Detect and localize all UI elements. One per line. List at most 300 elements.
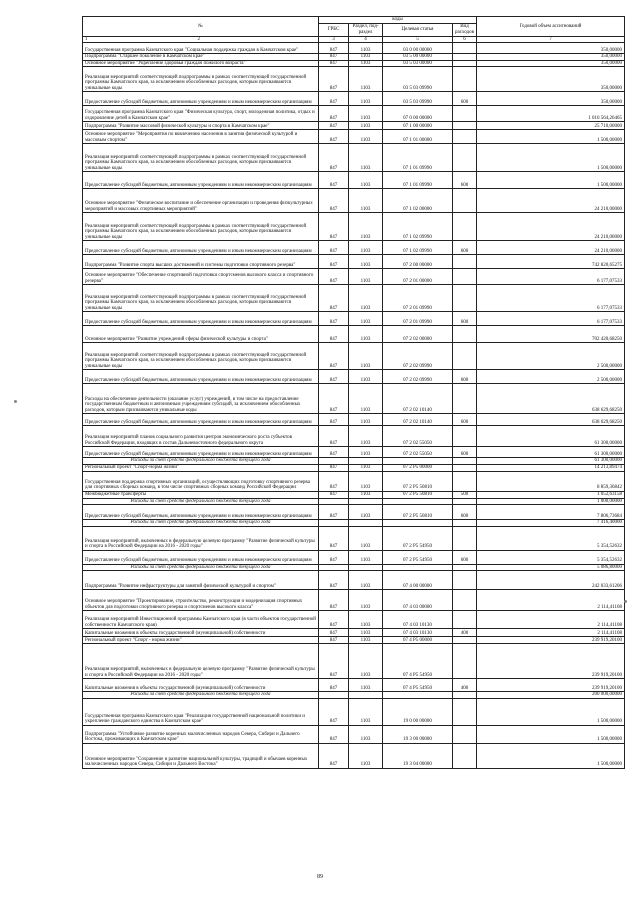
row-grbs (319, 458, 349, 465)
row-name: Основное мероприятие "Обеспечение спортивной подготовки спортсменов высокого класса и спортивного резерва" (83, 269, 319, 285)
row-grbs: 847 (319, 447, 349, 458)
row-expense-type: 600 (453, 505, 477, 520)
table-row (83, 213, 625, 241)
row-target-article: 03 5 03 00000 (383, 60, 453, 67)
row-expense-type (453, 144, 477, 172)
table-row (83, 285, 625, 312)
row-section: 1103 (349, 743, 383, 768)
row-target-article: 07 0 00 00000 (383, 106, 453, 122)
row-section: 1103 (349, 611, 383, 629)
row-name: Реализация мероприятий, включенных в федеральную целевую программу "Развитие физической культуры и спорта в Российской Федерации на 2016 - 2020 годы" (83, 526, 319, 550)
table-row (83, 491, 625, 498)
row-expense-type (453, 106, 477, 122)
row-name: Предоставление субсидий бюджетным, автономным учреждениям и иным некоммерческим организациям (83, 312, 319, 326)
row-expense-type (453, 743, 477, 768)
scan-dot (624, 600, 627, 603)
row-target-article: 03 5 03 09990 (383, 67, 453, 92)
row-section: 1103 (349, 60, 383, 67)
table-row (83, 414, 625, 426)
table-row (83, 644, 625, 679)
row-grbs: 847 (319, 471, 349, 491)
table-row (83, 629, 625, 637)
row-amount: 14 213,89474 (477, 464, 625, 471)
table-row (83, 743, 625, 768)
row-amount: 239 919,20100 (477, 637, 625, 644)
row-section: 1103 (349, 172, 383, 189)
row-expense-type (453, 269, 477, 285)
row-expense-type (453, 526, 477, 550)
row-target-article: 07 2 01 09990 (383, 285, 453, 312)
row-grbs (319, 564, 349, 571)
page-number: 89 (317, 874, 323, 880)
row-expense-type (453, 590, 477, 611)
row-grbs: 847 (319, 725, 349, 743)
row-grbs: 847 (319, 213, 349, 241)
row-expense-type (453, 213, 477, 241)
header-vr: Вид расходов (453, 23, 477, 36)
row-amount: 61 300,00000 (477, 426, 625, 447)
row-target-article (383, 564, 453, 571)
row-grbs: 847 (319, 172, 349, 189)
header-num: № (83, 17, 319, 37)
row-expense-type (453, 285, 477, 312)
table-row (83, 590, 625, 611)
row-target-article: 03 5 00 00000 (383, 54, 453, 61)
row-target-article: 07 2 P5 54950 (383, 550, 453, 564)
row-name: Предоставление субсидий бюджетным, автономным учреждениям и иным некоммерческим организациям (83, 92, 319, 106)
row-grbs: 847 (319, 679, 349, 692)
row-section: 1103 (349, 130, 383, 144)
row-name: Реализация мероприятий соответствующей подпрограммы в рамках соответствующей государственной программы Камчатского края, за исключением обособленных расходов, которым присваиваются уникальные коды (83, 285, 319, 312)
row-expense-type: 600 (453, 447, 477, 458)
col-number: 3 (319, 36, 349, 43)
col-number: 7 (477, 36, 625, 43)
row-grbs: 847 (319, 644, 349, 679)
row-target-article: 07 2 02 10140 (383, 414, 453, 426)
table-row (83, 54, 625, 61)
row-section: 1103 (349, 343, 383, 370)
note-row (83, 498, 625, 505)
row-target-article: 03 5 03 09990 (383, 92, 453, 106)
row-grbs: 847 (319, 122, 349, 130)
row-grbs: 847 (319, 743, 349, 768)
table-row (83, 312, 625, 326)
table-row (83, 67, 625, 92)
row-amount: 8 859,36842 (477, 471, 625, 491)
row-grbs: 847 (319, 130, 349, 144)
row-grbs: 847 (319, 426, 349, 447)
row-target-article: 07 4 P5 54950 (383, 644, 453, 679)
row-section: 1103 (349, 414, 383, 426)
row-target-article: 07 2 01 00000 (383, 269, 453, 285)
table-row (83, 144, 625, 172)
row-section (349, 692, 383, 699)
row-amount: 350,00000 (477, 60, 625, 67)
table-row (83, 426, 625, 447)
table-row (83, 189, 625, 213)
row-expense-type: 600 (453, 550, 477, 564)
row-name: Расходы за счет средств федерального бюджета текущего года (83, 520, 319, 527)
row-name: Основное мероприятие "Развитие учреждений сферы физической культуры и спорта" (83, 326, 319, 343)
row-section: 1103 (349, 384, 383, 414)
row-section: 1103 (349, 144, 383, 172)
row-name: Капитальные вложения в объекты государственной (муниципальной) собственности (83, 679, 319, 692)
scan-dot (14, 400, 17, 403)
row-amount: 742 820,65275 (477, 255, 625, 269)
row-expense-type (453, 564, 477, 571)
row-section: 1103 (349, 471, 383, 491)
table-row (83, 241, 625, 255)
row-amount: 2 500,00000 (477, 343, 625, 370)
row-target-article: 07 4 03 10130 (383, 629, 453, 637)
row-grbs: 847 (319, 326, 349, 343)
row-grbs: 847 (319, 285, 349, 312)
row-expense-type (453, 384, 477, 414)
row-amount: 702 420,68250 (477, 326, 625, 343)
row-grbs: 847 (319, 144, 349, 172)
row-grbs: 847 (319, 43, 349, 54)
row-section: 1103 (349, 255, 383, 269)
row-expense-type (453, 637, 477, 644)
table-row (83, 106, 625, 122)
table-row (83, 255, 625, 269)
row-grbs: 847 (319, 629, 349, 637)
row-grbs: 847 (319, 571, 349, 590)
row-amount: 6 177,07533 (477, 269, 625, 285)
row-name: Государственная поддержка спортивных организаций, осуществляющих подготовку спортивного резерва для спортивных сборных команд, в том числе спортивных сборных команд Российской Федерации (83, 471, 319, 491)
row-grbs: 847 (319, 106, 349, 122)
row-name: Реализация мероприятий соответствующей подпрограммы в рамках соответствующей государственной программы Камчатского края, за исключением обособленных расходов, которым присваиваются уникальные коды (83, 144, 319, 172)
row-section (349, 498, 383, 505)
row-target-article (383, 498, 453, 505)
row-expense-type: 400 (453, 629, 477, 637)
row-target-article: 07 2 02 09990 (383, 370, 453, 384)
row-grbs: 847 (319, 611, 349, 629)
row-amount: 2 114,41108 (477, 590, 625, 611)
row-grbs: 847 (319, 637, 349, 644)
budget-table (82, 16, 625, 769)
row-section: 1103 (349, 189, 383, 213)
row-section: 1103 (349, 285, 383, 312)
row-name: Капитальные вложения в объекты государственной (муниципальной) собственности (83, 629, 319, 637)
row-grbs: 847 (319, 189, 349, 213)
table-row (83, 505, 625, 520)
row-amount: 5 086,80000 (477, 564, 625, 571)
row-amount: 638 629,68250 (477, 384, 625, 414)
row-expense-type (453, 60, 477, 67)
row-section (349, 564, 383, 571)
row-amount: 7 806,73684 (477, 505, 625, 520)
row-expense-type (453, 43, 477, 54)
table-row (83, 92, 625, 106)
row-target-article: 07 2 P5 50810 (383, 505, 453, 520)
row-amount: 6 177,07533 (477, 312, 625, 326)
row-expense-type (453, 498, 477, 505)
row-section: 1103 (349, 571, 383, 590)
row-name: Реализация мероприятий соответствующей подпрограммы в рамках соответствующей государственной программы Камчатского края, за исключением обособленных расходов, которым присваиваются уникальные коды (83, 343, 319, 370)
row-target-article: 03 0 00 00000 (383, 43, 453, 54)
row-section: 1103 (349, 241, 383, 255)
budget-sheet (82, 16, 624, 769)
row-name: Основное мероприятие "Мероприятия по вовлечению населения в занятия физической культурой и массовым спортом" (83, 130, 319, 144)
row-amount: 1 500,00000 (477, 698, 625, 725)
note-row (83, 458, 625, 465)
table-row (83, 725, 625, 743)
row-target-article: 07 2 P5 00000 (383, 464, 453, 471)
row-amount: 24 210,00000 (477, 213, 625, 241)
row-name: Расходы за счет средств федерального бюджета текущего года (83, 692, 319, 699)
row-name: Расходы за счет средств федерального бюджета текущего года (83, 498, 319, 505)
row-section: 1103 (349, 269, 383, 285)
row-target-article: 07 4 P5 54950 (383, 679, 453, 692)
header-codes: коды (319, 17, 477, 24)
row-grbs: 847 (319, 312, 349, 326)
row-expense-type: 600 (453, 172, 477, 189)
row-target-article: 07 2 01 09990 (383, 312, 453, 326)
row-expense-type (453, 189, 477, 213)
note-row (83, 564, 625, 571)
row-name: Предоставление субсидий бюджетным, автономным учреждениям и иным некоммерческим организациям (83, 241, 319, 255)
table-row (83, 384, 625, 414)
table-row (83, 571, 625, 590)
row-name: Расходы на обеспечение деятельности (оказание услуг) учреждений, в том числе на предоставление государственным бюджетным и автономным учреждениям субсидий, за исключением обособленных расходов, которым присваиваются уникальные коды (83, 384, 319, 414)
row-section: 1103 (349, 505, 383, 520)
row-name: Государственная программа Камчатского края "Реализация государственной национальной политики и укрепление гражданского единства в Камчатском крае" (83, 698, 319, 725)
row-expense-type: 600 (453, 414, 477, 426)
table-row (83, 447, 625, 458)
row-target-article: 07 2 P5 50810 (383, 471, 453, 491)
row-section: 1103 (349, 698, 383, 725)
row-amount: 2 114,41108 (477, 611, 625, 629)
row-grbs (319, 520, 349, 527)
table-row (83, 172, 625, 189)
row-target-article: 19 3 00 00000 (383, 725, 453, 743)
row-target-article: 07 2 P5 50810 (383, 491, 453, 498)
row-section: 1103 (349, 326, 383, 343)
row-target-article: 07 1 01 00000 (383, 130, 453, 144)
row-amount: 2 500,00000 (477, 370, 625, 384)
row-name: Предоставление субсидий бюджетным, автономным учреждениям и иным некоммерческим организациям (83, 414, 319, 426)
row-amount: 1 500,00000 (477, 144, 625, 172)
row-expense-type: 600 (453, 92, 477, 106)
row-name: Подпрограмма "Старшее поколение в Камчатском крае" (83, 54, 319, 61)
table-row (83, 526, 625, 550)
row-name: Подпрограмма "Устойчивое развитие коренных малочисленных народов Севера, Сибири и Дальнего Востока, проживающих в Камчатском крае" (83, 725, 319, 743)
row-amount: 7 416,40000 (477, 520, 625, 527)
note-row (83, 520, 625, 527)
row-name: Основное мероприятие "Укрепление здоровья граждан пожилого возраста" (83, 60, 319, 67)
col-number: 6 (453, 36, 477, 43)
row-expense-type (453, 255, 477, 269)
row-name: Расходы за счет средств федерального бюджета текущего года (83, 564, 319, 571)
row-expense-type (453, 644, 477, 679)
row-target-article (383, 692, 453, 699)
row-name: Подпрограмма "Развитие инфраструктуры для занятий физической культурой и спортом" (83, 571, 319, 590)
table-row (83, 130, 625, 144)
row-grbs: 847 (319, 269, 349, 285)
row-expense-type (453, 130, 477, 144)
table-body (83, 43, 625, 769)
row-amount: 638 629,68250 (477, 414, 625, 426)
row-grbs: 847 (319, 491, 349, 498)
row-section: 1103 (349, 43, 383, 54)
row-target-article: 07 4 00 00000 (383, 571, 453, 590)
row-section: 1103 (349, 54, 383, 61)
row-expense-type: 600 (453, 241, 477, 255)
row-grbs: 847 (319, 60, 349, 67)
row-grbs: 847 (319, 414, 349, 426)
row-amount: 24 210,00000 (477, 189, 625, 213)
row-amount: 61 300,00000 (477, 447, 625, 458)
row-target-article (383, 458, 453, 465)
row-amount: 1 010 564,26465 (477, 106, 625, 122)
row-target-article: 07 1 02 09990 (383, 241, 453, 255)
row-target-article: 07 1 01 09990 (383, 144, 453, 172)
row-expense-type (453, 122, 477, 130)
row-amount: 1 500,00000 (477, 130, 625, 144)
row-amount: 350,00000 (477, 43, 625, 54)
table-row (83, 679, 625, 692)
row-expense-type (453, 464, 477, 471)
col-number: 1 2 (83, 36, 319, 43)
row-section: 1103 (349, 550, 383, 564)
row-amount: 239 919,20100 (477, 644, 625, 679)
row-section: 1103 (349, 122, 383, 130)
row-name: Подпрограмма "Развитие массовой физической культуры и спорта в Камчатском крае" (83, 122, 319, 130)
row-section (349, 520, 383, 527)
row-grbs: 847 (319, 92, 349, 106)
row-target-article: 07 4 03 10130 (383, 611, 453, 629)
row-section: 1103 (349, 629, 383, 637)
row-name: Межбюджетные трансферты (83, 491, 319, 498)
row-target-article: 07 1 00 00000 (383, 122, 453, 130)
row-expense-type (453, 458, 477, 465)
col-number: 5 (383, 36, 453, 43)
row-name: Реализация мероприятий, включенных в федеральную целевую программу "Развитие физической культуры и спорта в Российской Федерации на 2016 - 2020 годы" (83, 644, 319, 679)
table-row (83, 471, 625, 491)
row-amount: 6 177,07533 (477, 285, 625, 312)
table-row (83, 43, 625, 54)
row-name: Подпрограмма "Развитие спорта высших достижений и системы подготовки спортивного резерва" (83, 255, 319, 269)
row-target-article (383, 520, 453, 527)
row-grbs: 847 (319, 464, 349, 471)
row-target-article: 07 1 02 00000 (383, 189, 453, 213)
table-row (83, 637, 625, 644)
row-expense-type (453, 692, 477, 699)
row-expense-type (453, 471, 477, 491)
row-section: 1103 (349, 590, 383, 611)
row-name: Государственная программа Камчатского края "Социальная поддержка граждан в Камчатском крае" (83, 43, 319, 54)
row-name: Предоставление субсидий бюджетным, автономным учреждениям и иным некоммерческим организациям (83, 172, 319, 189)
row-target-article: 07 2 02 55050 (383, 426, 453, 447)
table-row (83, 464, 625, 471)
row-grbs: 847 (319, 67, 349, 92)
row-section: 1103 (349, 644, 383, 679)
header-col-numbers (83, 36, 625, 43)
row-amount: 242 033,61206 (477, 571, 625, 590)
row-name: Предоставление субсидий бюджетным, автономным учреждениям и иным некоммерческим организациям (83, 447, 319, 458)
row-name: Реализация мероприятий соответствующей подпрограммы в рамках соответствующей государственной программы Камчатского края, за исключением обособленных расходов, которым присваиваются уникальные коды (83, 213, 319, 241)
row-grbs: 847 (319, 343, 349, 370)
row-grbs: 847 (319, 505, 349, 520)
row-section: 1103 (349, 67, 383, 92)
table-row (83, 122, 625, 130)
row-expense-type (453, 67, 477, 92)
row-expense-type (453, 54, 477, 61)
row-target-article: 07 4 P5 00000 (383, 637, 453, 644)
row-target-article: 07 2 P5 54950 (383, 526, 453, 550)
row-amount: 1 052,63158 (477, 491, 625, 498)
row-name: Расходы за счет средств федерального бюджета текущего года (83, 458, 319, 465)
table-row (83, 698, 625, 725)
row-grbs: 847 (319, 54, 349, 61)
row-expense-type (453, 611, 477, 629)
row-amount: 200 000,00000 (477, 692, 625, 699)
row-amount: 2 114,41108 (477, 629, 625, 637)
row-section: 1103 (349, 447, 383, 458)
row-amount: 25 710,00000 (477, 122, 625, 130)
row-grbs: 847 (319, 370, 349, 384)
row-name: Государственная программа Камчатского края "Физическая культура, спорт, молодежная политика, отдых и оздоровление детей в Камчатском крае" (83, 106, 319, 122)
row-target-article: 19 0 00 00000 (383, 698, 453, 725)
row-target-article: 07 1 02 09990 (383, 213, 453, 241)
row-amount: 1 000,00000 (477, 498, 625, 505)
row-amount: 350,00000 (477, 54, 625, 61)
row-name: Предоставление субсидий бюджетным, автономным учреждениям и иным некоммерческим организациям (83, 370, 319, 384)
row-name: Предоставление субсидий бюджетным, автономным учреждениям и иным некоммерческим организациям (83, 505, 319, 520)
row-target-article: 07 2 00 00000 (383, 255, 453, 269)
row-amount: 1 500,00000 (477, 725, 625, 743)
row-target-article: 07 4 03 00000 (383, 590, 453, 611)
row-name: Реализация мероприятий соответствующей подпрограммы в рамках соответствующей государственной программы Камчатского края, за исключением обособленных расходов, которым присваиваются уникальные коды (83, 67, 319, 92)
header-annual: Годовой объем ассигнований (477, 17, 625, 37)
row-amount: 350,00000 (477, 92, 625, 106)
row-amount: 350,00000 (477, 67, 625, 92)
row-expense-type (453, 698, 477, 725)
row-section: 1103 (349, 637, 383, 644)
row-grbs: 847 (319, 241, 349, 255)
row-target-article: 07 2 02 55050 (383, 447, 453, 458)
row-section: 1103 (349, 370, 383, 384)
row-section (349, 458, 383, 465)
row-expense-type (453, 725, 477, 743)
row-grbs: 847 (319, 698, 349, 725)
row-expense-type (453, 571, 477, 590)
header-rz: Раздел, под-раздел (349, 23, 383, 36)
row-section: 1103 (349, 312, 383, 326)
row-section: 1103 (349, 92, 383, 106)
row-grbs (319, 692, 349, 699)
table-header (83, 17, 625, 43)
table-row (83, 326, 625, 343)
row-section: 1103 (349, 426, 383, 447)
row-name: Реализация мероприятий планов социального развития центров экономического роста субъектов Российской Федерации, входящих в состав Дальневосточного федерального округа (83, 426, 319, 447)
row-section: 1103 (349, 526, 383, 550)
table-row (83, 343, 625, 370)
row-grbs: 847 (319, 550, 349, 564)
table-row (83, 60, 625, 67)
row-expense-type: 400 (453, 679, 477, 692)
header-cs: Целевая статья (383, 23, 453, 36)
row-amount: 5 354,52632 (477, 550, 625, 564)
row-name: Региональный проект "Спорт-норма жизни" (83, 464, 319, 471)
row-expense-type: 500 (453, 491, 477, 498)
row-expense-type: 600 (453, 370, 477, 384)
row-amount: 5 354,52632 (477, 526, 625, 550)
row-section: 1103 (349, 464, 383, 471)
row-section: 1103 (349, 106, 383, 122)
row-name: Основное мероприятие "Сохранение и развитие национальной культуры, традиций и обычаев коренных малочисленных народов Севера, Сибири и Дальнего Востока" (83, 743, 319, 768)
